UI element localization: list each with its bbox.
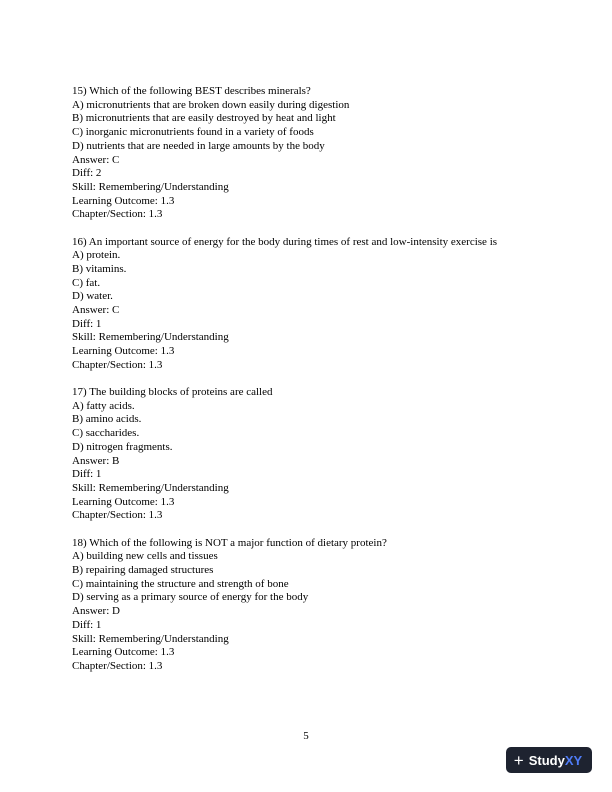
- page-number: 5: [303, 730, 309, 742]
- question-block: [72, 236, 552, 373]
- option-a: A) micronutrients that are broken down easily during digestion: [72, 98, 350, 111]
- chapter-section-line: Chapter/Section: 1.3: [72, 208, 163, 221]
- chapter-section-line: Chapter/Section: 1.3: [72, 659, 163, 672]
- brand-suffix: XY: [564, 752, 583, 768]
- difficulty-line: Diff: 1: [72, 317, 102, 330]
- question-prompt: 16) An important source of energy for the body during times of rest and low-intensity exercise is: [72, 235, 498, 248]
- question-block: [72, 85, 552, 222]
- learning-outcome-line: Learning Outcome: 1.3: [72, 495, 175, 508]
- skill-line: Skill: Remembering/Understanding: [72, 632, 229, 645]
- option-d: D) water.: [72, 290, 113, 303]
- question-block: [72, 537, 552, 674]
- learning-outcome-line: Learning Outcome: 1.3: [72, 345, 175, 358]
- document-page: [72, 85, 552, 687]
- difficulty-line: Diff: 2: [72, 167, 102, 180]
- option-c: C) inorganic micronutrients found in a variety of foods: [72, 126, 314, 139]
- option-a: A) fatty acids.: [72, 399, 135, 412]
- option-b: B) micronutrients that are easily destroyed by heat and light: [72, 112, 336, 125]
- question-prompt: 17) The building blocks of proteins are called: [72, 386, 273, 399]
- question-prompt: 18) Which of the following is NOT a major function of dietary protein?: [72, 536, 387, 549]
- chapter-section-line: Chapter/Section: 1.3: [72, 358, 163, 371]
- answer-line: Answer: C: [72, 304, 120, 317]
- answer-line: Answer: C: [72, 153, 120, 166]
- option-c: C) saccharides.: [72, 427, 140, 440]
- option-b: B) repairing damaged structures: [72, 564, 214, 576]
- studyxy-badge[interactable]: [506, 747, 592, 773]
- option-b: B) vitamins.: [72, 262, 127, 275]
- option-b: B) amino acids.: [72, 413, 142, 426]
- plus-icon: +: [513, 750, 524, 770]
- option-d: D) nutrients that are needed in large amounts by the body: [72, 139, 325, 152]
- option-d: D) serving as a primary source of energy for the body: [72, 591, 309, 604]
- chapter-section-line: Chapter/Section: 1.3: [72, 509, 163, 522]
- difficulty-line: Diff: 1: [72, 468, 102, 481]
- answer-line: Answer: D: [72, 605, 120, 618]
- brand-prefix: Study: [528, 752, 565, 768]
- option-a: A) protein.: [72, 249, 121, 262]
- learning-outcome-line: Learning Outcome: 1.3: [72, 646, 175, 659]
- skill-line: Skill: Remembering/Understanding: [72, 331, 229, 344]
- option-a: A) building new cells and tissues: [72, 550, 218, 563]
- learning-outcome-line: Learning Outcome: 1.3: [72, 194, 175, 207]
- question-block: [72, 386, 552, 523]
- difficulty-line: Diff: 1: [72, 618, 102, 631]
- option-d: D) nitrogen fragments.: [72, 440, 173, 453]
- question-prompt: 15) Which of the following BEST describes minerals?: [72, 85, 311, 97]
- answer-line: Answer: B: [72, 454, 120, 467]
- skill-line: Skill: Remembering/Understanding: [72, 180, 229, 193]
- option-c: C) maintaining the structure and strength of bone: [72, 577, 289, 590]
- option-c: C) fat.: [72, 276, 101, 289]
- skill-line: Skill: Remembering/Understanding: [72, 481, 229, 494]
